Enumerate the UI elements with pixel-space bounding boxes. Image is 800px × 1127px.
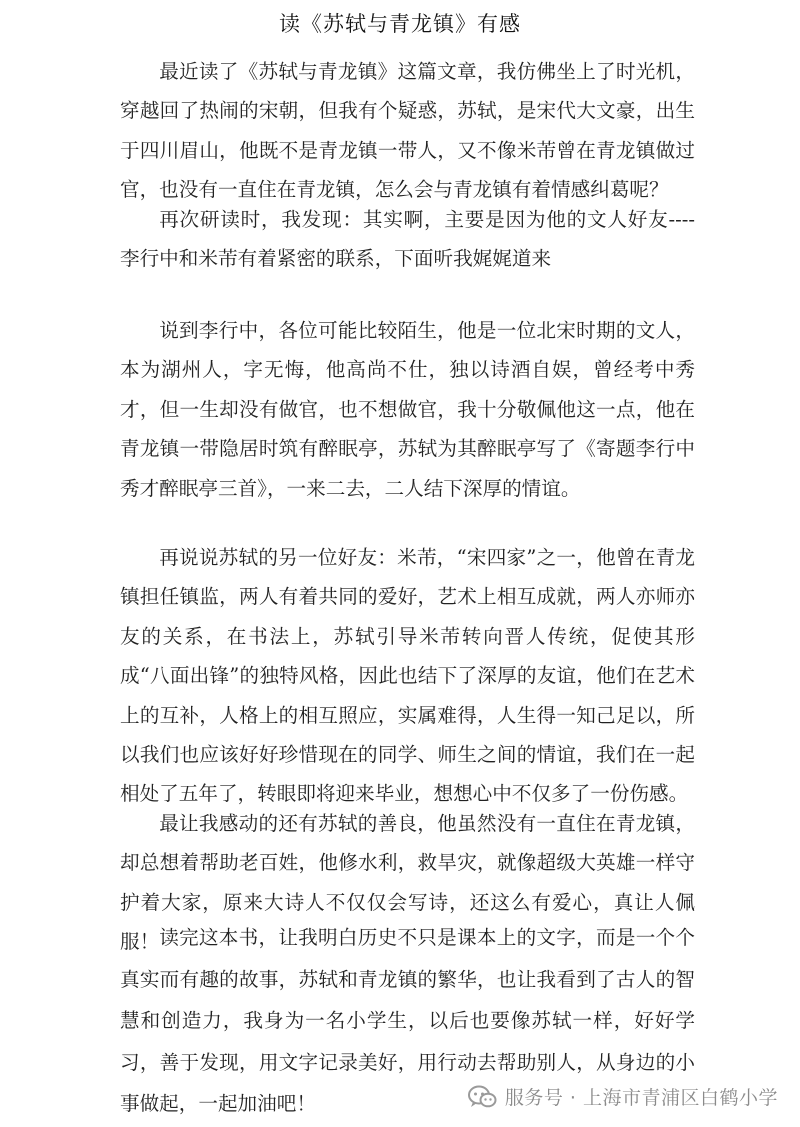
paragraph-3: 说到李行中，各位可能比较陌生，他是一位北宋时期的文人，本为湖州人，字无悔，他高尚不仕，独以诗酒自娱，曾经考中秀才，但一生却没有做官，也不想做官，我十分敬佩他这一点，他在青龙镇一带隐居时筑有醉眠亭，苏轼为其醉眠亭写了《寄题李行中秀才醉眠亭三首》，一来二去，二人结下深厚的情谊。 — [120, 319, 695, 500]
paragraph-1: 最近读了《苏轼与青龙镇》这篇文章，我仿佛坐上了时光机，穿越回了热闹的宋朝，但我有个疑惑，苏轼，是宋代大文豪，出生于四川眉山，他既不是青龙镇一带人，又不像米芾曾在青龙镇做过官，也没有一直住在青龙镇，怎么会与青龙镇有着情感纠葛呢？ — [120, 60, 695, 202]
page-title: 读《苏轼与青龙镇》有感 — [279, 12, 521, 36]
watermark — [467, 1083, 778, 1110]
paragraph-4: 再说说苏轼的另一位好友：米芾，“宋四家”之一，他曾在青龙镇担任镇监，两人有着共同的爱好，艺术上相互成就，两人亦师亦友的关系，在书法上，苏轼引导米芾转向晋人传统，促使其形成“八面出锋”的独特风格，因此也结下了深厚的友谊，他们在艺术上的互补，人格上的相互照应，实属难得，人生得一知己足以，所以我们也应该好好珍惜现在的同学、师生之间的情谊，我们在一起相处了五年了，转眼即将迎来毕业，想想心中不仅多了一份伤感。 — [120, 546, 695, 806]
wechat-icon — [467, 1084, 497, 1110]
paragraph-6: 读完这本书，让我明白历史不只是课本上的文字，而是一个个真实而有趣的故事，苏轼和青龙镇的繁华，也让我看到了古人的智慧和创造力，我身为一名小学生，以后也要像苏轼一样，好好学习，善于发现，用文字记录美好，用行动去帮助别人，从身边的小事做起，一起加油吧！ — [120, 926, 695, 1116]
paragraph-2: 再次研读时，我发现：其实啊，主要是因为他的文人好友----李行中和米芾有着紧密的联系，下面听我娓娓道来 — [120, 208, 695, 271]
paragraph-5: 最让我感动的还有苏轼的善良，他虽然没有一直住在青龙镇，却总想着帮助老百姓，他修水利，救旱灾，就像超级大英雄一样守护着大家，原来大诗人不仅仅会写诗，还这么有爱心，真让人佩服！ — [120, 812, 695, 954]
watermark-text: 服务号 · 上海市青浦区白鹤小学 — [504, 1087, 778, 1109]
